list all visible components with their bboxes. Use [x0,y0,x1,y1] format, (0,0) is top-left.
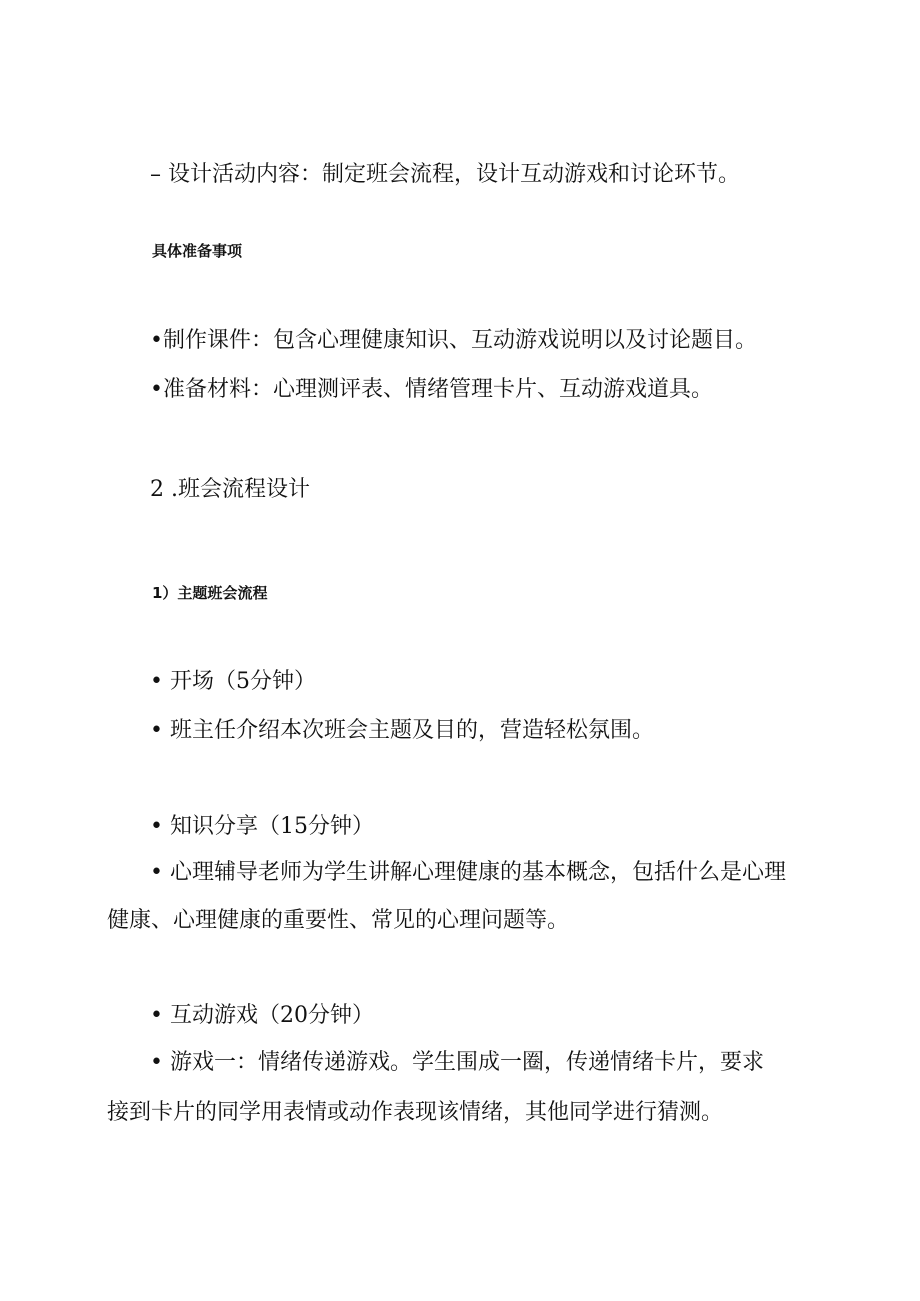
flow-design-heading: 2 .班会流程设计 [150,477,310,502]
game-desc-line-1: • 游戏一：情绪传递游戏。学生围成一圈，传递情绪卡片，要求 [150,1050,764,1075]
design-activity-line: – 设计活动内容：制定班会流程，设计互动游戏和讨论环节。 [150,162,740,187]
courseware-line: •制作课件：包含心理健康知识、互动游戏说明以及讨论题目。 [150,328,757,353]
knowledge-desc-line-2: 健康、心理健康的重要性、常见的心理问题等。 [107,908,570,933]
game-desc-line-2: 接到卡片的同学用表情或动作表现该情绪，其他同学进行猜测。 [107,1100,724,1125]
theme-flow-subheading: 1）主题班会流程 [152,584,268,602]
prep-heading: 具体准备事项 [152,242,243,260]
opening-desc: • 班主任介绍本次班会主题及目的，营造轻松氛围。 [150,718,654,743]
game-title: • 互动游戏（20分钟） [150,1003,374,1028]
opening-title: • 开场（5分钟） [150,669,316,694]
knowledge-desc-line-1: • 心理辅导老师为学生讲解心理健康的基本概念，包括什么是心理 [150,860,786,885]
materials-line: •准备材料：心理测评表、情绪管理卡片、互动游戏道具。 [150,377,713,402]
knowledge-title: • 知识分享（15分钟） [150,814,374,839]
